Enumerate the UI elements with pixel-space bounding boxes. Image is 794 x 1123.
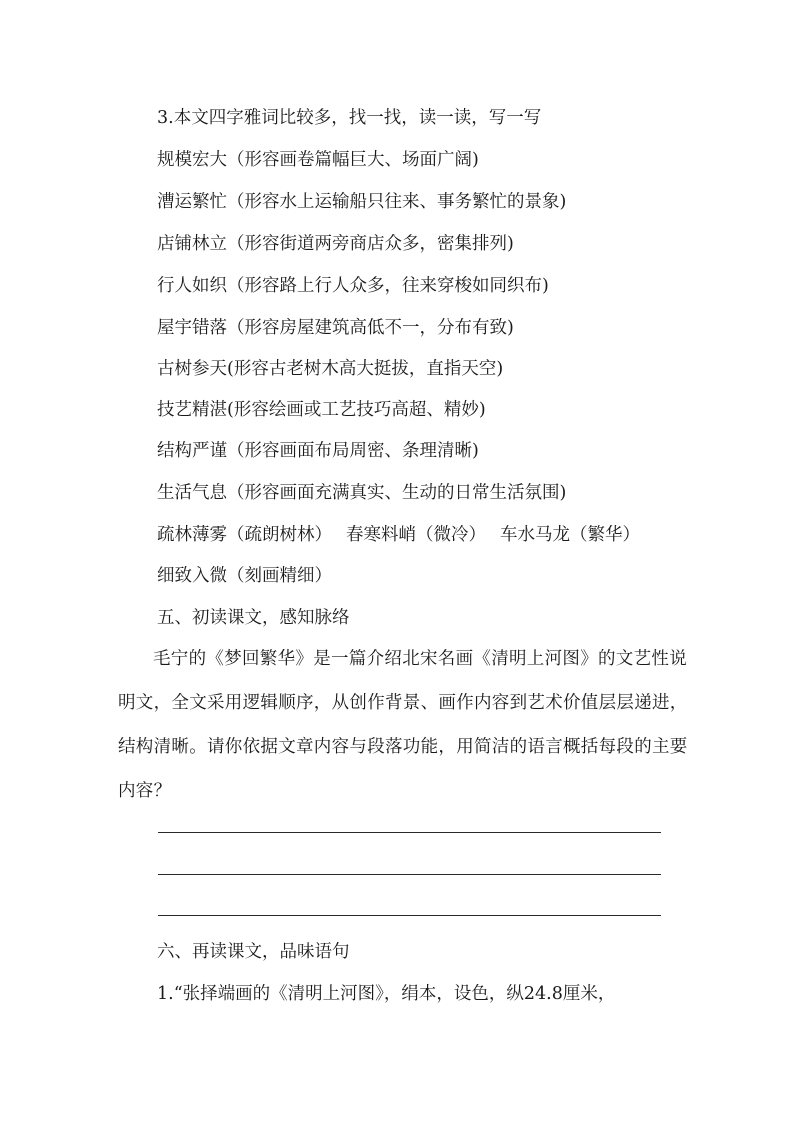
vocab-item: 规模宏大（形容画卷篇幅巨大、场面广阔) [157, 150, 479, 170]
answer-line[interactable] [158, 915, 661, 916]
vocab-item: 生活气息（形容画面充满真实、生动的日常生活氛围) [157, 483, 567, 503]
answer-line[interactable] [158, 874, 661, 875]
vocab-item: 漕运繁忙（形容水上运输船只往来、事务繁忙的景象) [157, 192, 567, 212]
vocab-item: 疏林薄雾（疏朗树林） [157, 525, 332, 545]
vocab-item: 屋宇错落（形容房屋建筑高低不一，分布有致) [157, 318, 514, 338]
vocab-item: 车水马龙（繁华） [500, 525, 640, 545]
vocab-item: 行人如织（形容路上行人众多，往来穿梭如同织布) [157, 276, 549, 296]
section-6-item-1: 1.“张择端画的《清明上河图》，绢本，设色，纵24.8厘米， [157, 984, 616, 1004]
vocab-triple-line [157, 523, 640, 547]
section-5-paragraph: 毛宁的《梦回繁华》是一篇介绍北宋名画《清明上河图》的文艺性说明文，全文采用逻辑顺序，从创作背景、画作内容到艺术价值层层递进，结构清晰。请你依据文章内容与段落功能，用简洁的语言概括每段的主要内容？ [118, 649, 688, 801]
section-6-heading: 六、再读课文，品味语句 [157, 942, 350, 962]
vocab-item: 店铺林立（形容街道两旁商店众多，密集排列) [157, 234, 514, 254]
vocab-item: 古树参天(形容古老树木高大挺拔，直指天空) [157, 359, 504, 379]
vocab-item: 技艺精湛(形容绘画或工艺技巧高超、精妙) [157, 400, 486, 420]
section-5-heading: 五、初读课文，感知脉络 [157, 608, 350, 628]
vocab-item: 细致入微（刻画精细） [157, 566, 332, 586]
vocab-item: 结构严谨（形容画面布局周密、条理清晰) [157, 441, 479, 461]
answer-line[interactable] [158, 832, 661, 833]
vocab-item: 春寒料峭（微冷） [346, 525, 486, 545]
question-3-title: 3.本文四字雅词比较多，找一找，读一读，写一写 [157, 108, 542, 128]
